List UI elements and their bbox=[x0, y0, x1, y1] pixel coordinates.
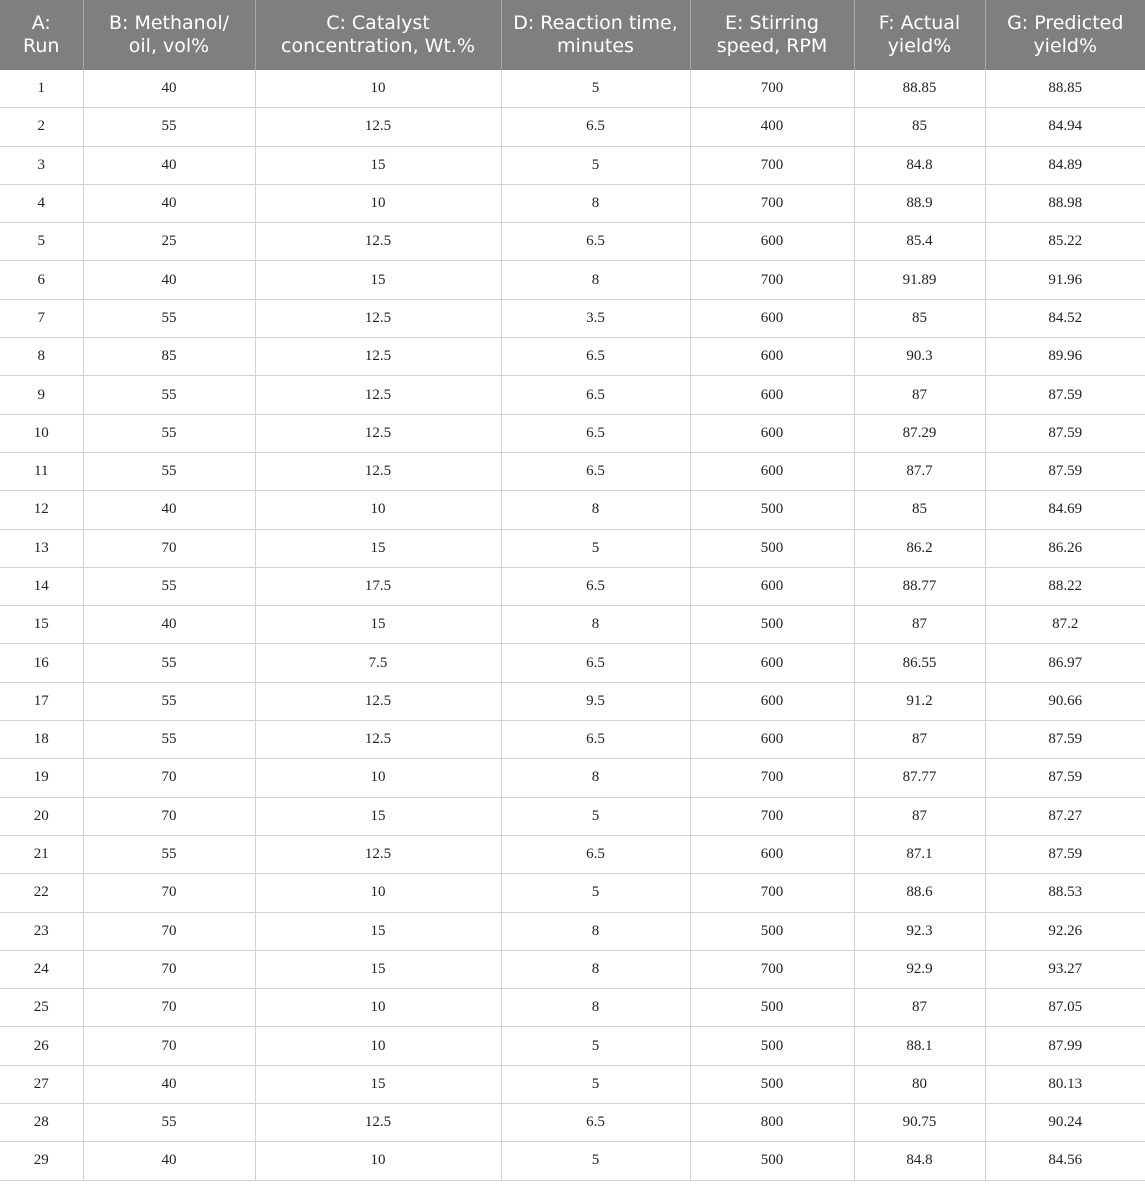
cell-reaction-time: 5 bbox=[501, 1065, 690, 1103]
cell-run: 28 bbox=[0, 1104, 83, 1142]
cell-stirring-speed: 500 bbox=[690, 606, 854, 644]
cell-methanol-oil: 55 bbox=[83, 108, 255, 146]
cell-predicted-yield: 87.27 bbox=[985, 797, 1145, 835]
table-row bbox=[0, 682, 1145, 720]
cell-reaction-time: 5 bbox=[501, 146, 690, 184]
cell-catalyst-concentration: 10 bbox=[255, 491, 501, 529]
table-row bbox=[0, 70, 1145, 108]
cell-predicted-yield: 88.53 bbox=[985, 874, 1145, 912]
table-row bbox=[0, 261, 1145, 299]
table-row bbox=[0, 146, 1145, 184]
header-actual-yield bbox=[854, 0, 985, 70]
cell-actual-yield: 87.29 bbox=[854, 414, 985, 452]
cell-stirring-speed: 500 bbox=[690, 1027, 854, 1065]
cell-reaction-time: 8 bbox=[501, 606, 690, 644]
cell-catalyst-concentration: 10 bbox=[255, 1142, 501, 1180]
table-row bbox=[0, 950, 1145, 988]
cell-methanol-oil: 70 bbox=[83, 759, 255, 797]
cell-actual-yield: 86.2 bbox=[854, 529, 985, 567]
table-row bbox=[0, 567, 1145, 605]
cell-predicted-yield: 87.59 bbox=[985, 835, 1145, 873]
cell-run: 22 bbox=[0, 874, 83, 912]
cell-run: 25 bbox=[0, 989, 83, 1027]
cell-stirring-speed: 600 bbox=[690, 376, 854, 414]
cell-reaction-time: 5 bbox=[501, 797, 690, 835]
cell-actual-yield: 84.8 bbox=[854, 1142, 985, 1180]
cell-methanol-oil: 40 bbox=[83, 261, 255, 299]
cell-run: 6 bbox=[0, 261, 83, 299]
cell-actual-yield: 91.2 bbox=[854, 682, 985, 720]
cell-run: 20 bbox=[0, 797, 83, 835]
cell-run: 10 bbox=[0, 414, 83, 452]
cell-predicted-yield: 88.22 bbox=[985, 567, 1145, 605]
cell-catalyst-concentration: 12.5 bbox=[255, 338, 501, 376]
cell-predicted-yield: 92.26 bbox=[985, 912, 1145, 950]
table-row bbox=[0, 376, 1145, 414]
cell-catalyst-concentration: 17.5 bbox=[255, 567, 501, 605]
table-row bbox=[0, 299, 1145, 337]
cell-catalyst-concentration: 10 bbox=[255, 989, 501, 1027]
cell-actual-yield: 87 bbox=[854, 376, 985, 414]
cell-reaction-time: 5 bbox=[501, 529, 690, 567]
cell-run: 2 bbox=[0, 108, 83, 146]
cell-catalyst-concentration: 12.5 bbox=[255, 299, 501, 337]
cell-methanol-oil: 85 bbox=[83, 338, 255, 376]
table-header bbox=[0, 0, 1145, 70]
table-row bbox=[0, 874, 1145, 912]
cell-run: 17 bbox=[0, 682, 83, 720]
cell-stirring-speed: 500 bbox=[690, 1065, 854, 1103]
cell-predicted-yield: 87.59 bbox=[985, 376, 1145, 414]
header-line: C: Catalyst bbox=[326, 12, 430, 34]
cell-stirring-speed: 500 bbox=[690, 912, 854, 950]
cell-run: 26 bbox=[0, 1027, 83, 1065]
cell-predicted-yield: 90.66 bbox=[985, 682, 1145, 720]
table-row bbox=[0, 338, 1145, 376]
cell-methanol-oil: 55 bbox=[83, 644, 255, 682]
cell-reaction-time: 6.5 bbox=[501, 414, 690, 452]
cell-catalyst-concentration: 12.5 bbox=[255, 721, 501, 759]
header-catalyst-concentration bbox=[255, 0, 501, 70]
cell-stirring-speed: 500 bbox=[690, 1142, 854, 1180]
cell-catalyst-concentration: 15 bbox=[255, 797, 501, 835]
header-line: E: Stirring bbox=[725, 12, 819, 34]
cell-actual-yield: 87 bbox=[854, 797, 985, 835]
cell-predicted-yield: 85.22 bbox=[985, 223, 1145, 261]
cell-actual-yield: 92.3 bbox=[854, 912, 985, 950]
table-row bbox=[0, 606, 1145, 644]
cell-predicted-yield: 86.97 bbox=[985, 644, 1145, 682]
cell-predicted-yield: 87.59 bbox=[985, 452, 1145, 490]
cell-stirring-speed: 800 bbox=[690, 1104, 854, 1142]
cell-catalyst-concentration: 10 bbox=[255, 1027, 501, 1065]
cell-catalyst-concentration: 12.5 bbox=[255, 682, 501, 720]
table-row bbox=[0, 644, 1145, 682]
cell-actual-yield: 85.4 bbox=[854, 223, 985, 261]
table-row bbox=[0, 223, 1145, 261]
cell-catalyst-concentration: 15 bbox=[255, 529, 501, 567]
cell-run: 16 bbox=[0, 644, 83, 682]
cell-reaction-time: 6.5 bbox=[501, 108, 690, 146]
cell-reaction-time: 5 bbox=[501, 874, 690, 912]
cell-predicted-yield: 87.05 bbox=[985, 989, 1145, 1027]
table-row bbox=[0, 797, 1145, 835]
cell-methanol-oil: 70 bbox=[83, 912, 255, 950]
cell-stirring-speed: 700 bbox=[690, 874, 854, 912]
cell-predicted-yield: 84.52 bbox=[985, 299, 1145, 337]
cell-reaction-time: 6.5 bbox=[501, 338, 690, 376]
cell-catalyst-concentration: 15 bbox=[255, 912, 501, 950]
cell-reaction-time: 8 bbox=[501, 759, 690, 797]
cell-methanol-oil: 55 bbox=[83, 376, 255, 414]
cell-methanol-oil: 40 bbox=[83, 146, 255, 184]
cell-reaction-time: 6.5 bbox=[501, 835, 690, 873]
table-body bbox=[0, 70, 1145, 1180]
cell-predicted-yield: 84.56 bbox=[985, 1142, 1145, 1180]
cell-methanol-oil: 55 bbox=[83, 452, 255, 490]
table-row bbox=[0, 912, 1145, 950]
cell-methanol-oil: 55 bbox=[83, 1104, 255, 1142]
cell-stirring-speed: 600 bbox=[690, 414, 854, 452]
cell-methanol-oil: 55 bbox=[83, 835, 255, 873]
header-line: G: Predicted bbox=[1007, 12, 1124, 34]
cell-run: 11 bbox=[0, 452, 83, 490]
cell-methanol-oil: 70 bbox=[83, 529, 255, 567]
table-row bbox=[0, 529, 1145, 567]
cell-catalyst-concentration: 12.5 bbox=[255, 835, 501, 873]
cell-methanol-oil: 70 bbox=[83, 950, 255, 988]
cell-methanol-oil: 70 bbox=[83, 797, 255, 835]
cell-stirring-speed: 400 bbox=[690, 108, 854, 146]
cell-stirring-speed: 600 bbox=[690, 452, 854, 490]
header-run bbox=[0, 0, 83, 70]
cell-actual-yield: 92.9 bbox=[854, 950, 985, 988]
table-row bbox=[0, 491, 1145, 529]
cell-actual-yield: 86.55 bbox=[854, 644, 985, 682]
cell-run: 24 bbox=[0, 950, 83, 988]
cell-stirring-speed: 700 bbox=[690, 759, 854, 797]
header-line: minutes bbox=[557, 35, 634, 57]
header-predicted-yield bbox=[985, 0, 1145, 70]
cell-actual-yield: 87 bbox=[854, 721, 985, 759]
cell-stirring-speed: 500 bbox=[690, 989, 854, 1027]
cell-run: 4 bbox=[0, 184, 83, 222]
cell-predicted-yield: 87.59 bbox=[985, 721, 1145, 759]
header-row bbox=[0, 0, 1145, 70]
cell-predicted-yield: 87.59 bbox=[985, 759, 1145, 797]
cell-actual-yield: 80 bbox=[854, 1065, 985, 1103]
cell-methanol-oil: 25 bbox=[83, 223, 255, 261]
cell-predicted-yield: 87.99 bbox=[985, 1027, 1145, 1065]
cell-methanol-oil: 70 bbox=[83, 989, 255, 1027]
cell-reaction-time: 6.5 bbox=[501, 376, 690, 414]
header-methanol-oil bbox=[83, 0, 255, 70]
cell-actual-yield: 88.6 bbox=[854, 874, 985, 912]
cell-run: 9 bbox=[0, 376, 83, 414]
cell-reaction-time: 6.5 bbox=[501, 567, 690, 605]
cell-stirring-speed: 700 bbox=[690, 950, 854, 988]
cell-methanol-oil: 40 bbox=[83, 606, 255, 644]
cell-predicted-yield: 89.96 bbox=[985, 338, 1145, 376]
cell-catalyst-concentration: 12.5 bbox=[255, 1104, 501, 1142]
cell-stirring-speed: 600 bbox=[690, 721, 854, 759]
cell-reaction-time: 5 bbox=[501, 70, 690, 108]
cell-reaction-time: 6.5 bbox=[501, 452, 690, 490]
cell-run: 29 bbox=[0, 1142, 83, 1180]
header-line: speed, RPM bbox=[716, 35, 828, 57]
cell-catalyst-concentration: 10 bbox=[255, 70, 501, 108]
cell-predicted-yield: 88.98 bbox=[985, 184, 1145, 222]
cell-predicted-yield: 84.89 bbox=[985, 146, 1145, 184]
cell-run: 27 bbox=[0, 1065, 83, 1103]
cell-run: 8 bbox=[0, 338, 83, 376]
cell-methanol-oil: 55 bbox=[83, 682, 255, 720]
cell-stirring-speed: 700 bbox=[690, 261, 854, 299]
cell-predicted-yield: 90.24 bbox=[985, 1104, 1145, 1142]
cell-stirring-speed: 600 bbox=[690, 223, 854, 261]
header-line: concentration, Wt.% bbox=[281, 35, 475, 57]
cell-predicted-yield: 88.85 bbox=[985, 70, 1145, 108]
cell-catalyst-concentration: 7.5 bbox=[255, 644, 501, 682]
header-reaction-time bbox=[501, 0, 690, 70]
cell-run: 12 bbox=[0, 491, 83, 529]
cell-reaction-time: 8 bbox=[501, 950, 690, 988]
table-row bbox=[0, 835, 1145, 873]
cell-catalyst-concentration: 15 bbox=[255, 261, 501, 299]
cell-run: 21 bbox=[0, 835, 83, 873]
table-row bbox=[0, 452, 1145, 490]
cell-run: 15 bbox=[0, 606, 83, 644]
cell-actual-yield: 88.77 bbox=[854, 567, 985, 605]
cell-methanol-oil: 70 bbox=[83, 874, 255, 912]
cell-catalyst-concentration: 12.5 bbox=[255, 108, 501, 146]
cell-run: 18 bbox=[0, 721, 83, 759]
table-row bbox=[0, 414, 1145, 452]
cell-actual-yield: 87.7 bbox=[854, 452, 985, 490]
cell-stirring-speed: 700 bbox=[690, 797, 854, 835]
cell-actual-yield: 88.1 bbox=[854, 1027, 985, 1065]
cell-catalyst-concentration: 10 bbox=[255, 759, 501, 797]
cell-reaction-time: 8 bbox=[501, 491, 690, 529]
cell-run: 5 bbox=[0, 223, 83, 261]
cell-reaction-time: 8 bbox=[501, 989, 690, 1027]
cell-catalyst-concentration: 12.5 bbox=[255, 452, 501, 490]
table-row bbox=[0, 1065, 1145, 1103]
cell-stirring-speed: 500 bbox=[690, 491, 854, 529]
cell-actual-yield: 91.89 bbox=[854, 261, 985, 299]
cell-predicted-yield: 87.59 bbox=[985, 414, 1145, 452]
table-row bbox=[0, 1142, 1145, 1180]
cell-reaction-time: 3.5 bbox=[501, 299, 690, 337]
cell-catalyst-concentration: 10 bbox=[255, 184, 501, 222]
cell-reaction-time: 8 bbox=[501, 261, 690, 299]
header-line: Run bbox=[23, 35, 60, 57]
cell-reaction-time: 9.5 bbox=[501, 682, 690, 720]
cell-methanol-oil: 40 bbox=[83, 184, 255, 222]
cell-predicted-yield: 80.13 bbox=[985, 1065, 1145, 1103]
cell-stirring-speed: 700 bbox=[690, 146, 854, 184]
cell-methanol-oil: 55 bbox=[83, 299, 255, 337]
header-line: B: Methanol/ bbox=[108, 12, 230, 34]
cell-methanol-oil: 40 bbox=[83, 1142, 255, 1180]
header-stirring-speed bbox=[690, 0, 854, 70]
cell-run: 23 bbox=[0, 912, 83, 950]
cell-actual-yield: 88.9 bbox=[854, 184, 985, 222]
cell-actual-yield: 90.75 bbox=[854, 1104, 985, 1142]
table-row bbox=[0, 184, 1145, 222]
cell-methanol-oil: 55 bbox=[83, 567, 255, 605]
cell-catalyst-concentration: 10 bbox=[255, 874, 501, 912]
table-row bbox=[0, 721, 1145, 759]
cell-actual-yield: 87.77 bbox=[854, 759, 985, 797]
cell-reaction-time: 6.5 bbox=[501, 223, 690, 261]
cell-actual-yield: 88.85 bbox=[854, 70, 985, 108]
header-line: yield% bbox=[887, 35, 952, 57]
cell-actual-yield: 87 bbox=[854, 606, 985, 644]
header-line: A: bbox=[31, 12, 51, 34]
cell-actual-yield: 84.8 bbox=[854, 146, 985, 184]
header-line: yield% bbox=[1033, 35, 1098, 57]
cell-methanol-oil: 40 bbox=[83, 1065, 255, 1103]
table-row bbox=[0, 1027, 1145, 1065]
cell-actual-yield: 90.3 bbox=[854, 338, 985, 376]
cell-stirring-speed: 700 bbox=[690, 70, 854, 108]
header-line: oil, vol% bbox=[128, 35, 210, 57]
cell-predicted-yield: 91.96 bbox=[985, 261, 1145, 299]
cell-stirring-speed: 500 bbox=[690, 529, 854, 567]
cell-predicted-yield: 84.94 bbox=[985, 108, 1145, 146]
cell-predicted-yield: 93.27 bbox=[985, 950, 1145, 988]
cell-catalyst-concentration: 12.5 bbox=[255, 376, 501, 414]
cell-catalyst-concentration: 15 bbox=[255, 606, 501, 644]
cell-reaction-time: 5 bbox=[501, 1142, 690, 1180]
cell-methanol-oil: 70 bbox=[83, 1027, 255, 1065]
cell-actual-yield: 85 bbox=[854, 299, 985, 337]
cell-predicted-yield: 86.26 bbox=[985, 529, 1145, 567]
cell-methanol-oil: 40 bbox=[83, 70, 255, 108]
table-row bbox=[0, 759, 1145, 797]
cell-methanol-oil: 55 bbox=[83, 414, 255, 452]
cell-reaction-time: 6.5 bbox=[501, 644, 690, 682]
table-row bbox=[0, 989, 1145, 1027]
header-line: D: Reaction time, bbox=[513, 12, 678, 34]
cell-methanol-oil: 40 bbox=[83, 491, 255, 529]
cell-catalyst-concentration: 12.5 bbox=[255, 223, 501, 261]
cell-reaction-time: 6.5 bbox=[501, 721, 690, 759]
cell-methanol-oil: 55 bbox=[83, 721, 255, 759]
cell-actual-yield: 85 bbox=[854, 108, 985, 146]
cell-reaction-time: 8 bbox=[501, 184, 690, 222]
cell-run: 7 bbox=[0, 299, 83, 337]
cell-reaction-time: 8 bbox=[501, 912, 690, 950]
cell-run: 19 bbox=[0, 759, 83, 797]
cell-catalyst-concentration: 15 bbox=[255, 950, 501, 988]
cell-catalyst-concentration: 15 bbox=[255, 1065, 501, 1103]
cell-stirring-speed: 600 bbox=[690, 567, 854, 605]
cell-run: 13 bbox=[0, 529, 83, 567]
cell-run: 1 bbox=[0, 70, 83, 108]
table-row bbox=[0, 108, 1145, 146]
cell-predicted-yield: 87.2 bbox=[985, 606, 1145, 644]
table-row bbox=[0, 1104, 1145, 1142]
cell-stirring-speed: 600 bbox=[690, 644, 854, 682]
cell-run: 14 bbox=[0, 567, 83, 605]
cell-stirring-speed: 600 bbox=[690, 338, 854, 376]
cell-actual-yield: 85 bbox=[854, 491, 985, 529]
cell-actual-yield: 87 bbox=[854, 989, 985, 1027]
cell-stirring-speed: 700 bbox=[690, 184, 854, 222]
cell-catalyst-concentration: 12.5 bbox=[255, 414, 501, 452]
cell-reaction-time: 5 bbox=[501, 1027, 690, 1065]
cell-stirring-speed: 600 bbox=[690, 835, 854, 873]
cell-catalyst-concentration: 15 bbox=[255, 146, 501, 184]
cell-stirring-speed: 600 bbox=[690, 682, 854, 720]
cell-predicted-yield: 84.69 bbox=[985, 491, 1145, 529]
cell-run: 3 bbox=[0, 146, 83, 184]
cell-stirring-speed: 600 bbox=[690, 299, 854, 337]
cell-actual-yield: 87.1 bbox=[854, 835, 985, 873]
cell-reaction-time: 6.5 bbox=[501, 1104, 690, 1142]
header-line: F: Actual bbox=[878, 12, 961, 34]
